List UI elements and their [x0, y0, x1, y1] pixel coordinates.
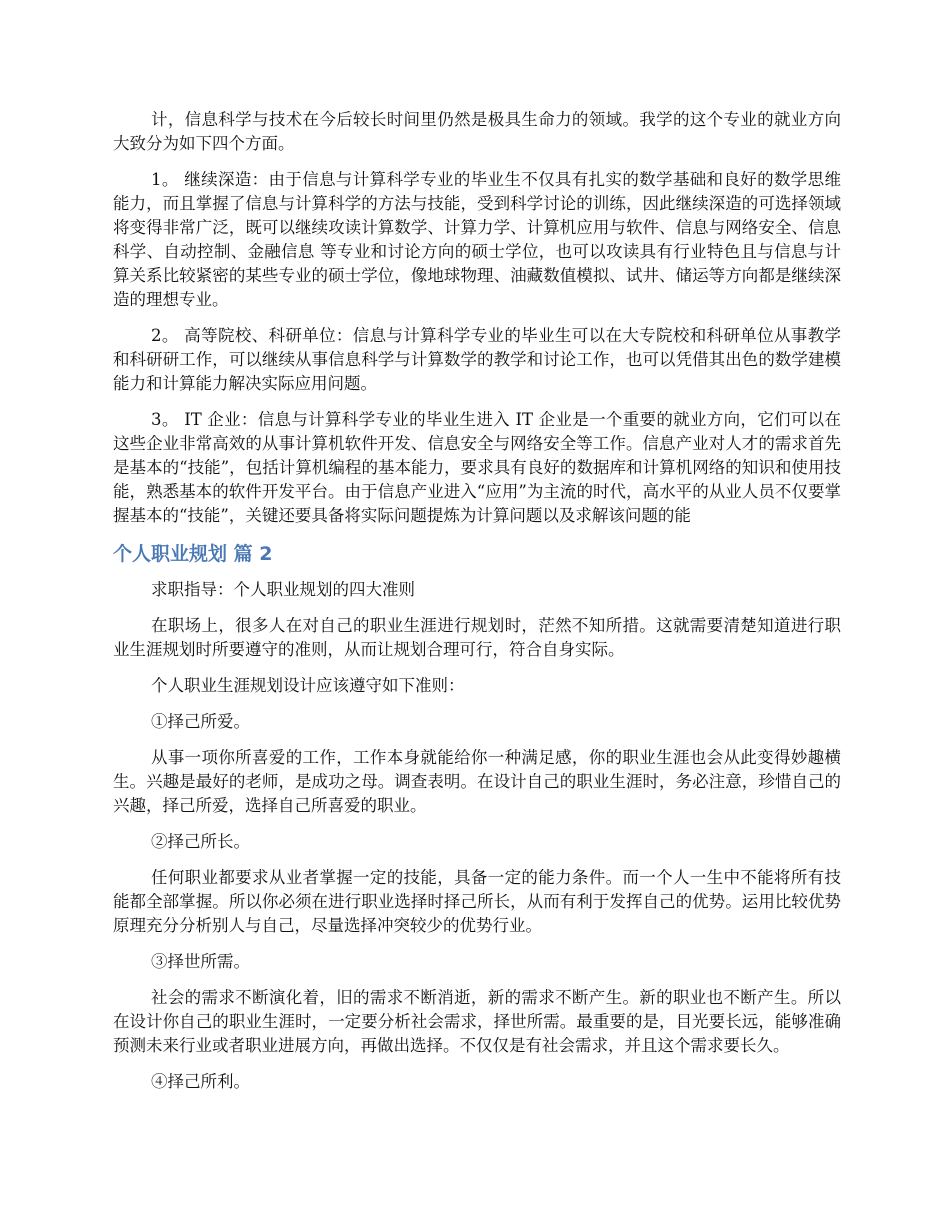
principle-3-body: 社会的需求不断演化着，旧的需求不断消逝，新的需求不断产生。新的职业也不断产生。所以在设计你自己的职业生涯时，一定要分析社会需求，择世所需。最重要的是，目光要长远，能够准确预测未来行业或者职业进展方向，再做出选择。不仅仅是有社会需求，并且这个需求要长久。: [113, 988, 841, 1055]
paragraph-option-3-it-companies: 3。 IT 企业：信息与计算科学专业的毕业生进入 IT 企业是一个重要的就业方向，它们可以在这些企业非常高效的从事计算机软件开发、信息安全与网络安全等工作。信息产业对人才的需求首先是基本的“技能”，包括计算机编程的基本能力，要求具有良好的数据库和计算机网络的知识和使用技能，熟悉基本的软件开发平台。由于信息产业进入“应用”为主流的时代，高水平的从业人员不仅要掌握基本的“技能”，关键还要具备将实际问题提炼为计算问题以及求解该问题的能: [113, 410, 841, 525]
paragraph-option-1-further-study: 1。 继续深造：由于信息与计算科学专业的毕业生不仅具有扎实的数学基础和良好的数学思维能力，而且掌握了信息与计算科学的方法与技能，受到科学讨论的训练，因此继续深造的可选择领域将变得非常广泛，既可以继续攻读计算数学、计算力学、计算机应用与软件、信息与网络安全、信息科学、自动控制、金融信息 等专业和讨论方向的硕士学位，也可以攻读具有行业特色且与信息与计算关系比较紧密的某些专业的硕士学位，像地球物理、油藏数值模拟、试井、储运等方向都是继续深造的理想专业。: [113, 170, 841, 309]
paragraph-subtitle: 求职指导：个人职业规划的四大准则: [151, 580, 415, 599]
principle-1-title: ①择己所爱。: [151, 712, 250, 731]
section-heading: 个人职业规划 篇 2: [113, 543, 273, 565]
principle-4-title: ④择己所利。: [151, 1072, 250, 1091]
paragraph-intro: 计，信息科学与技术在今后较长时间里仍然是极具生命力的领域。我学的这个专业的就业方向大致分为如下四个方面。: [113, 110, 841, 153]
principle-3-title: ③择世所需。: [151, 952, 250, 971]
paragraph-principles-intro: 个人职业生涯规划设计应该遵守如下准则：: [151, 676, 465, 695]
paragraph-option-2-universities: 2。 高等院校、科研单位：信息与计算科学专业的毕业生可以在大专院校和科研单位从事教学和科研研工作，可以继续从事信息科学与计算数学的教学和讨论工作，也可以凭借其出色的数学建模能力和计算能力解决实际应用问题。: [113, 326, 841, 393]
document-page: [113, 108, 841, 1106]
principle-2-title: ②择己所长。: [151, 832, 250, 851]
principle-2-body: 任何职业都要求从业者掌握一定的技能，具备一定的能力条件。而一个人一生中不能将所有技能都全部掌握。所以你必须在进行职业选择时择己所长，从而有利于发挥自己的优势。运用比较优势原理充分分析别人与自己，尽量选择冲突较少的优势行业。: [113, 868, 841, 935]
paragraph-workplace: 在职场上，很多人在对自己的职业生涯进行规划时，茫然不知所措。这就需要清楚知道进行职业生涯规划时所要遵守的准则，从而让规划合理可行，符合自身实际。: [113, 616, 841, 659]
principle-1-body: 从事一项你所喜爱的工作，工作本身就能给你一种满足感，你的职业生涯也会从此变得妙趣横生。兴趣是最好的老师，是成功之母。调查表明。在设计自己的职业生涯时，务必注意，珍惜自己的兴趣，择己所爱，选择自己所喜爱的职业。: [113, 748, 841, 815]
